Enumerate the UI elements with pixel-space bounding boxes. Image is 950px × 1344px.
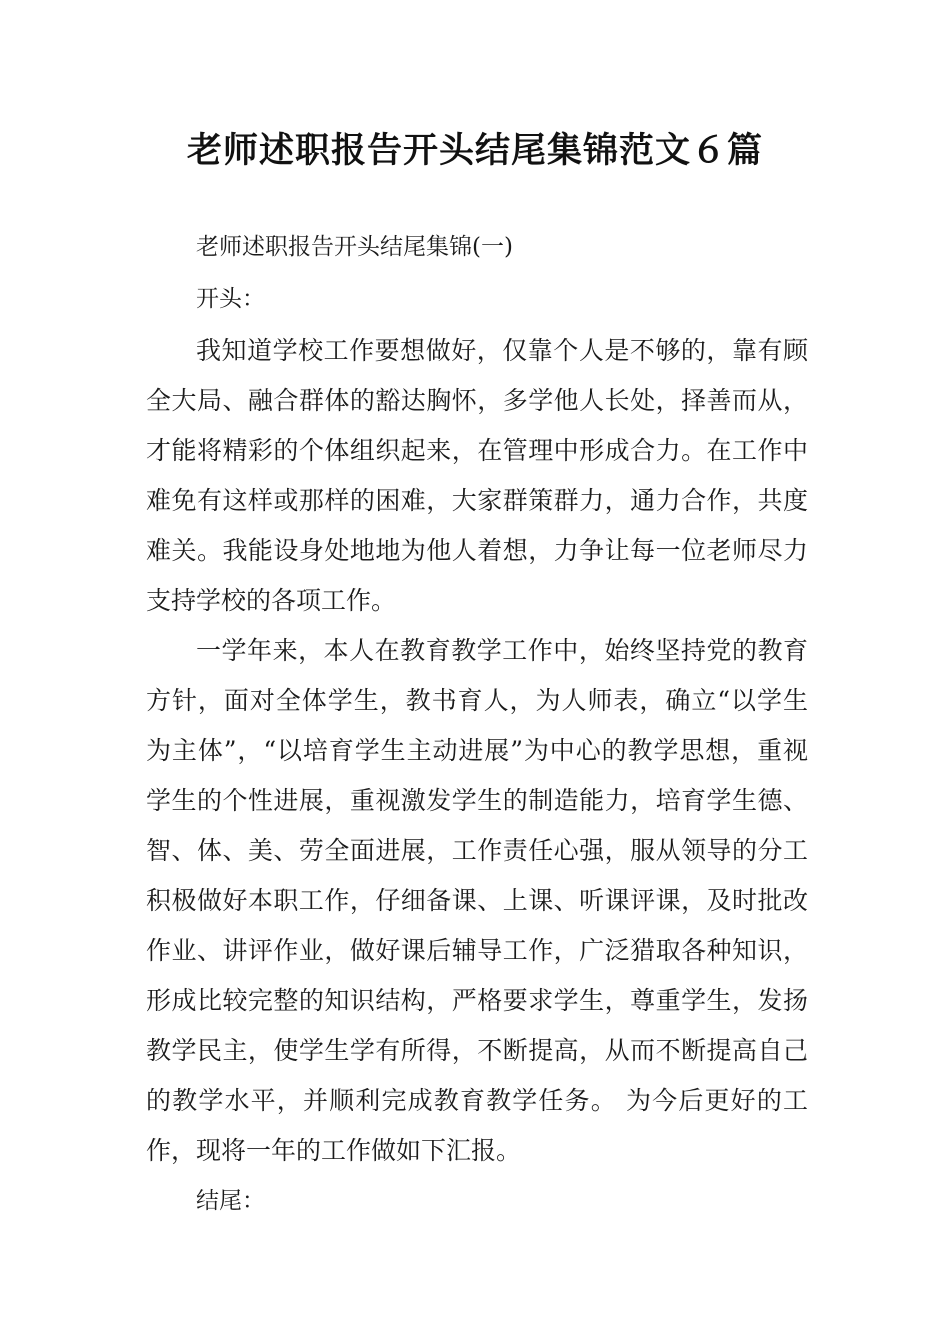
opening-label: 开头： xyxy=(196,286,265,312)
closing-label: 结尾： xyxy=(196,1188,265,1214)
section-heading: 老师述职报告开头结尾集锦(一) xyxy=(196,234,513,260)
paragraph-report: 一学年来，本人在教育教学工作中，始终坚持党的教育方针，面对全体学生，教书育人，为人师表，确立“以学生为主体”，“以培育学生主动进展”为中心的教学思想，重视学生的个性进展，重视激发学生的制造能力，培育学生德、智、体、美、劳全面进展，工作责任心强，服从领导的分工积极做好本职工作，仔细备课、上课、听课评课，及时批改作业、讲评作业，做好课后辅导工作，广泛猎取各种知识，形成比较完整的知识结构，严格要求学生，尊重学生，发扬教学民主，使学生学有所得，不断提高，从而不断提高自己的教学水平，并顺利完成教育教学任务。 为今后更好的工作，现将一年的工作做如下汇报。 xyxy=(146,636,808,1165)
document-title: 老师述职报告开头结尾集锦范文６篇 xyxy=(186,131,763,171)
document-body xyxy=(146,222,808,1228)
paragraph-opening: 我知道学校工作要想做好，仅靠个人是不够的，靠有顾全大局、融合群体的豁达胸怀，多学他人长处，择善而从，才能将精彩的个体组织起来，在管理中形成合力。在工作中难免有这样或那样的困难，大家群策群力，通力合作，共度难关。我能设身处地地为他人着想，力争让每一位老师尽力支持学校的各项工作。 xyxy=(146,336,808,615)
